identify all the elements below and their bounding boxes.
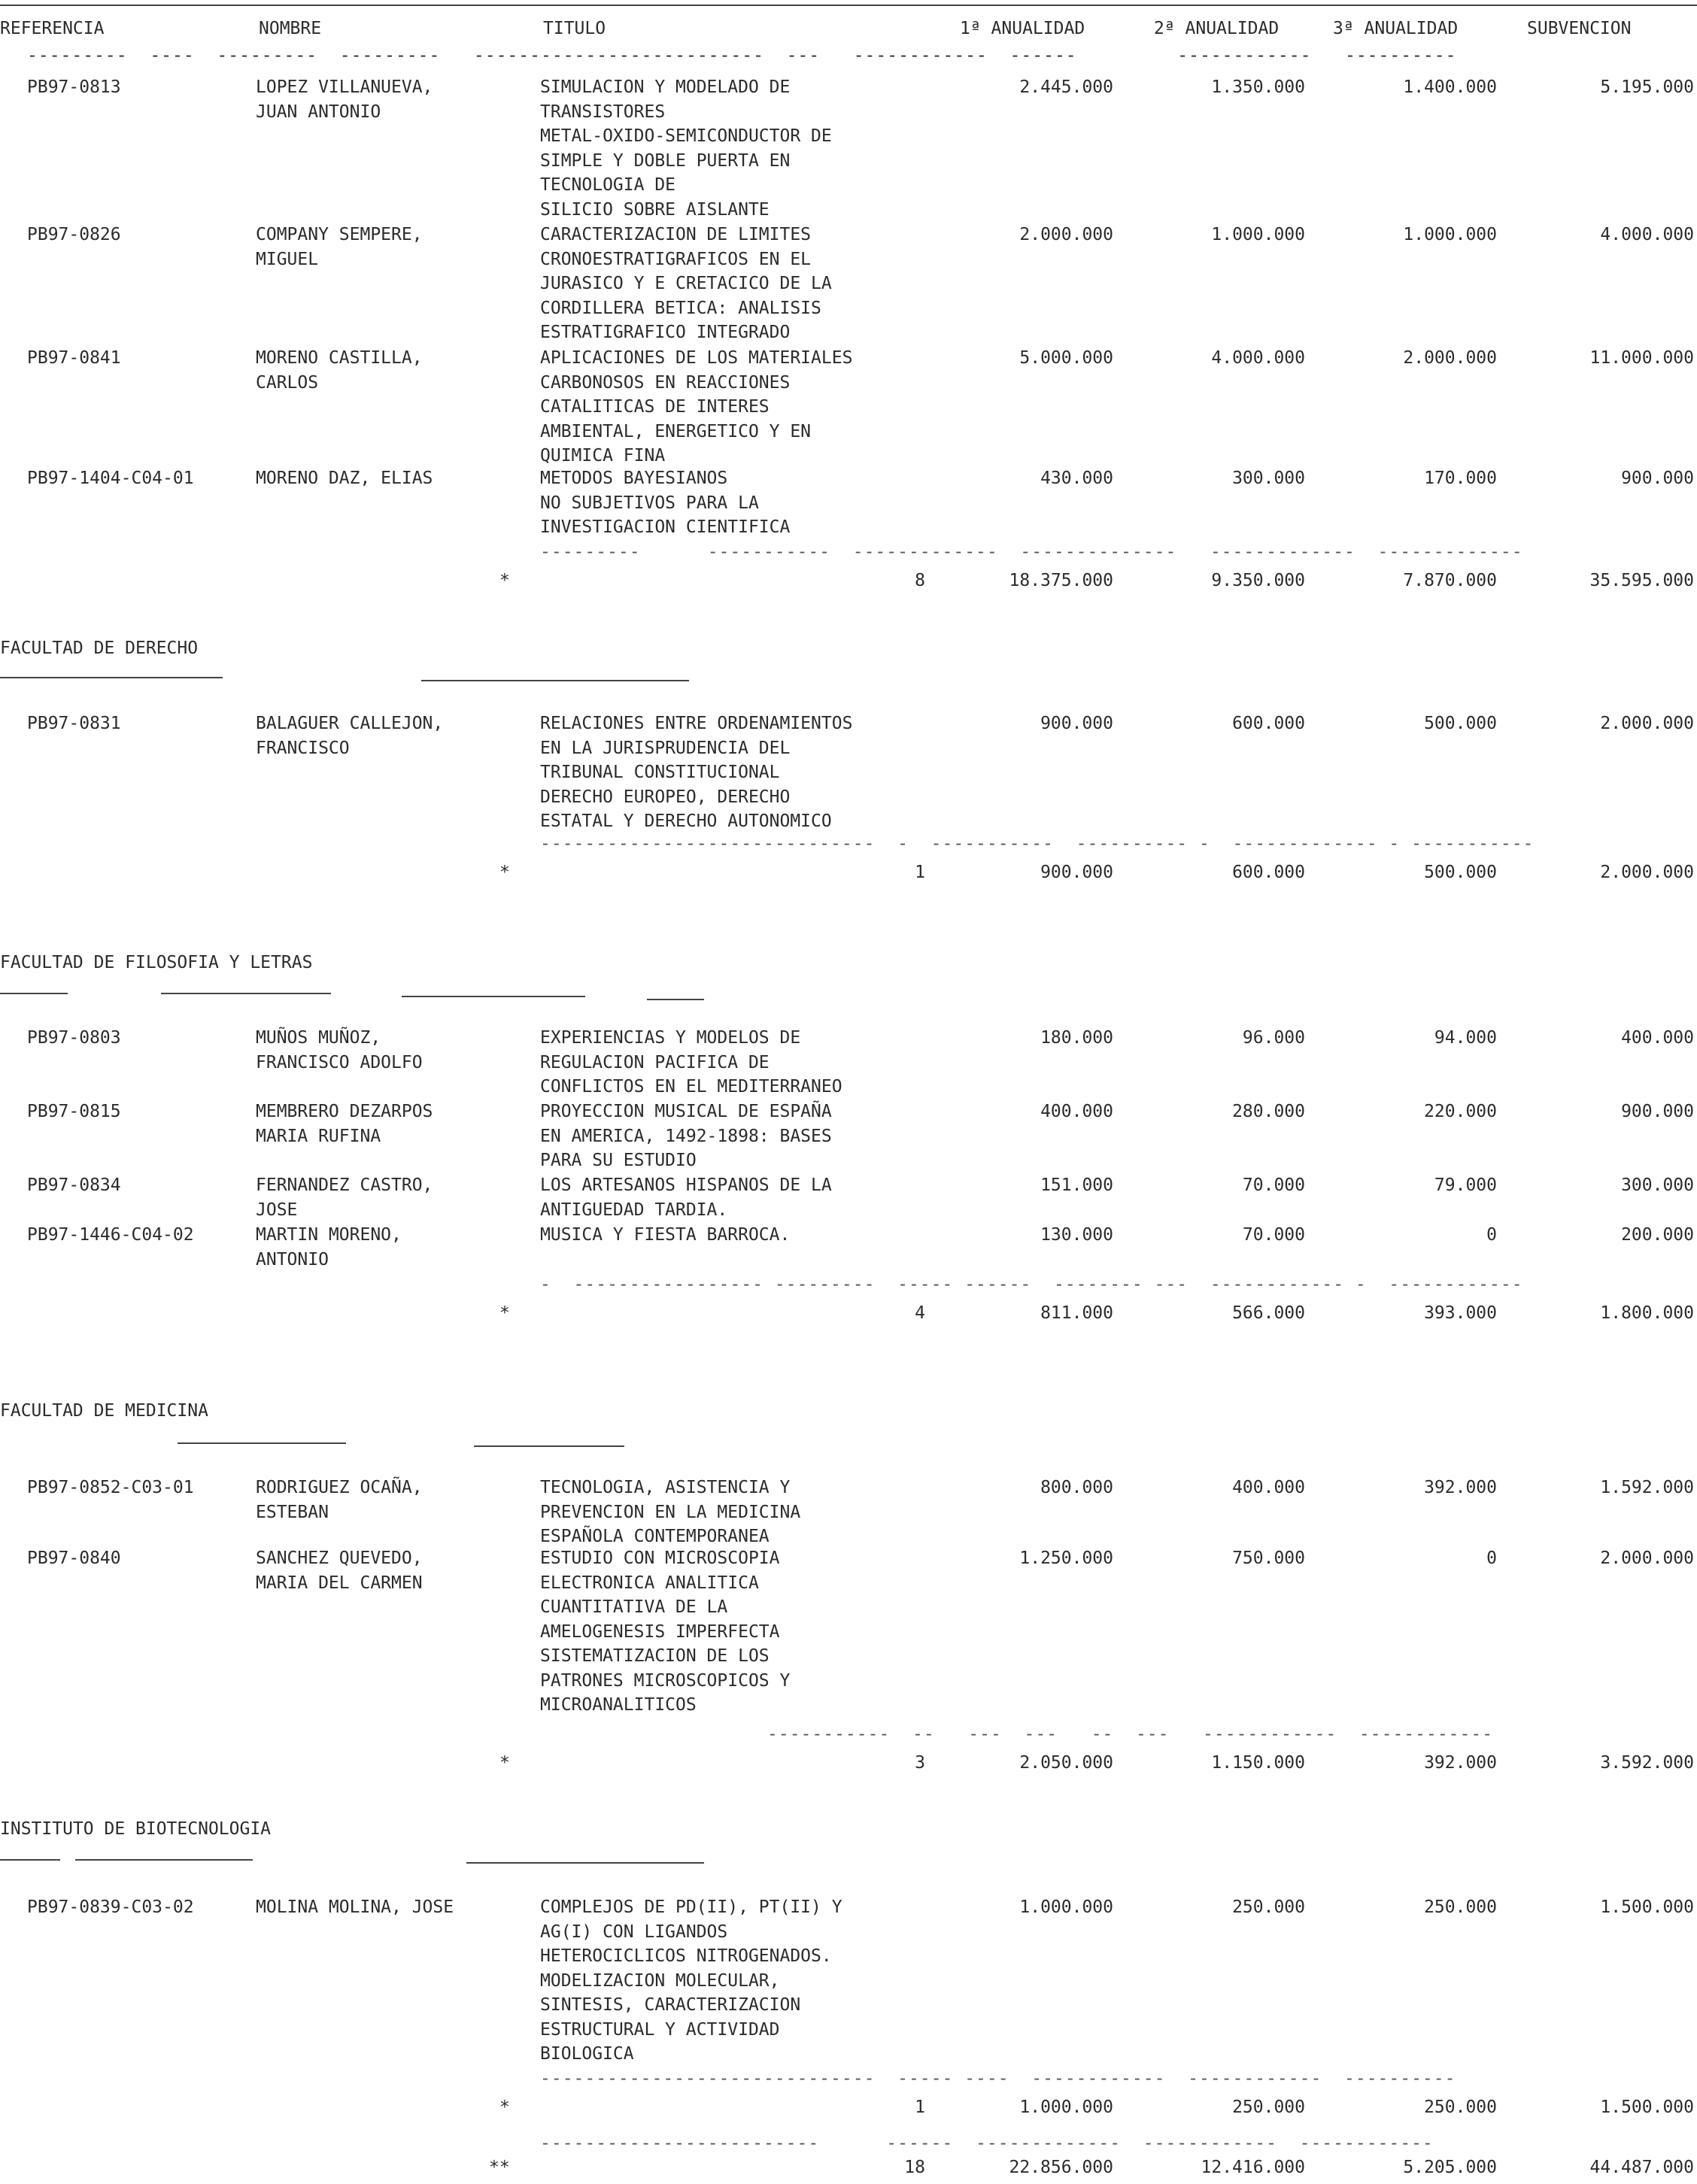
row-first-annuity: 1.250.000 — [1019, 1549, 1113, 1568]
row-name: COMPANY SEMPERE, MIGUEL — [256, 225, 423, 269]
total-marker: * — [499, 571, 510, 590]
row-reference: PB97-1404-C04-01 — [27, 469, 194, 488]
row-third-annuity: 79.000 — [1434, 1175, 1497, 1195]
row-first-annuity: 800.000 — [1040, 1478, 1113, 1497]
row-title: MUSICA Y FIESTA BARROCA. — [540, 1225, 791, 1245]
row-third-annuity: 170.000 — [1424, 469, 1497, 488]
header-referencia: REFERENCIA — [0, 19, 105, 38]
total-marker: * — [499, 863, 510, 882]
section-underline — [402, 996, 585, 997]
row-first-annuity: 900.000 — [1040, 714, 1113, 733]
row-name: SANCHEZ QUEVEDO, MARIA DEL CARMEN — [256, 1549, 423, 1593]
row-name: MUÑOS MUÑOZ, FRANCISCO ADOLFO — [256, 1028, 423, 1072]
row-third-annuity: 0 — [1486, 1549, 1497, 1568]
total-third-annuity: 392.000 — [1424, 1753, 1497, 1773]
grand-total-count: 18 — [904, 2158, 925, 2177]
section-underline — [75, 1859, 253, 1861]
row-title: PROYECCION MUSICAL DE ESPAÑA EN AMERICA, 1492-1898: BASES PARA SU ESTUDIO — [540, 1102, 832, 1170]
total-separator: ------------------------------ - ----------- ---------- - ------------- - ----------- — [540, 834, 1535, 854]
row-name: RODRIGUEZ OCAÑA, ESTEBAN — [256, 1478, 423, 1522]
total-subvencion: 1.500.000 — [1600, 2098, 1694, 2117]
row-third-annuity: 1.000.000 — [1403, 225, 1497, 244]
row-subvencion: 2.000.000 — [1600, 1549, 1694, 1568]
row-title: TECNOLOGIA, ASISTENCIA Y PREVENCION EN LA MEDICINA ESPAÑOLA CONTEMPORANEA — [540, 1478, 801, 1546]
row-reference: PB97-0834 — [27, 1175, 121, 1195]
row-third-annuity: 1.400.000 — [1403, 77, 1497, 97]
total-first-annuity: 811.000 — [1040, 1303, 1113, 1323]
total-second-annuity: 9.350.000 — [1211, 571, 1305, 590]
row-subvencion: 11.000.000 — [1589, 348, 1694, 368]
total-separator: - ----------------- --------- ----- ------ -------- --- ------------ - ------------ — [540, 1275, 1523, 1294]
row-first-annuity: 5.000.000 — [1019, 348, 1113, 368]
total-first-annuity: 2.050.000 — [1019, 1753, 1113, 1773]
grand-total-second-annuity: 12.416.000 — [1201, 2158, 1305, 2177]
row-second-annuity: 70.000 — [1242, 1225, 1305, 1245]
row-name: BALAGUER CALLEJON, FRANCISCO — [256, 714, 444, 758]
total-first-annuity: 900.000 — [1040, 863, 1113, 882]
header-2a-anualidad: 2ª ANUALIDAD — [1154, 19, 1280, 38]
header-dash-line: --------- ---- --------- --------- -------------------------- --- ------------ ------ ------------ ---------- — [27, 46, 1457, 65]
row-first-annuity: 2.445.000 — [1019, 77, 1113, 97]
row-first-annuity: 430.000 — [1040, 469, 1113, 488]
row-second-annuity: 4.000.000 — [1211, 348, 1305, 368]
grand-total-marker: ** — [489, 2158, 510, 2177]
row-subvencion: 300.000 — [1621, 1175, 1694, 1195]
row-subvencion: 2.000.000 — [1600, 714, 1694, 733]
row-third-annuity: 0 — [1486, 1225, 1497, 1245]
header-nombre: NOMBRE — [259, 19, 322, 38]
total-marker: * — [499, 2098, 510, 2117]
total-subvencion: 2.000.000 — [1600, 863, 1694, 882]
total-marker: * — [499, 1303, 510, 1323]
row-first-annuity: 400.000 — [1040, 1102, 1113, 1121]
total-count: 4 — [915, 1303, 925, 1323]
grand-total-separator: ------------------------- ------ ------------- ------------ ------------ — [540, 2134, 1434, 2153]
total-third-annuity: 393.000 — [1424, 1303, 1497, 1323]
row-second-annuity: 96.000 — [1242, 1028, 1305, 1048]
total-second-annuity: 250.000 — [1232, 2098, 1305, 2117]
row-subvencion: 900.000 — [1621, 1102, 1694, 1121]
total-separator: ------------------------------ ----- ---- ------------ ------------ ---------- — [540, 2069, 1456, 2088]
header-titulo: TITULO — [543, 19, 606, 38]
row-name: FERNANDEZ CASTRO, JOSE — [256, 1175, 433, 1220]
row-third-annuity: 392.000 — [1424, 1478, 1497, 1497]
row-name: LOPEZ VILLANUEVA, JUAN ANTONIO — [256, 77, 433, 122]
row-reference: PB97-0803 — [27, 1028, 121, 1048]
row-first-annuity: 180.000 — [1040, 1028, 1113, 1048]
total-count: 3 — [915, 1753, 925, 1773]
row-reference: PB97-0841 — [27, 348, 121, 368]
row-first-annuity: 2.000.000 — [1019, 225, 1113, 244]
row-name: MEMBRERO DEZARPOS MARIA RUFINA — [256, 1102, 433, 1146]
row-reference: PB97-1446-C04-02 — [27, 1225, 194, 1245]
total-third-annuity: 7.870.000 — [1403, 571, 1497, 590]
row-title: LOS ARTESANOS HISPANOS DE LA ANTIGUEDAD TARDIA. — [540, 1175, 832, 1220]
row-third-annuity: 500.000 — [1424, 714, 1497, 733]
row-second-annuity: 300.000 — [1232, 469, 1305, 488]
total-subvencion: 1.800.000 — [1600, 1303, 1694, 1323]
header-1a-anualidad: 1ª ANUALIDAD — [960, 19, 1085, 38]
row-first-annuity: 1.000.000 — [1019, 1897, 1113, 1917]
row-title: ESTUDIO CON MICROSCOPIA ELECTRONICA ANALITICA CUANTITATIVA DE LA AMELOGENESIS IMPERFECTA SISTEMATIZACION DE LOS PATRONES MICROSCOPICOS Y MICROANALITICOS — [540, 1549, 791, 1715]
row-name: MORENO CASTILLA, CARLOS — [256, 348, 423, 393]
section-underline — [0, 1859, 60, 1861]
row-subvencion: 900.000 — [1621, 469, 1694, 488]
section-title: FACULTAD DE DERECHO — [0, 639, 199, 658]
row-first-annuity: 130.000 — [1040, 1225, 1113, 1245]
row-second-annuity: 70.000 — [1242, 1175, 1305, 1195]
grand-total-third-annuity: 5.205.000 — [1403, 2158, 1497, 2177]
row-subvencion: 400.000 — [1621, 1028, 1694, 1048]
total-third-annuity: 250.000 — [1424, 2098, 1497, 2117]
section-underline — [466, 1862, 704, 1864]
row-third-annuity: 250.000 — [1424, 1897, 1497, 1917]
section-underline — [0, 993, 68, 994]
row-second-annuity: 1.000.000 — [1211, 225, 1305, 244]
row-subvencion: 1.592.000 — [1600, 1478, 1694, 1497]
row-reference: PB97-0831 — [27, 714, 121, 733]
row-subvencion: 5.195.000 — [1600, 77, 1694, 97]
row-third-annuity: 220.000 — [1424, 1102, 1497, 1121]
total-marker: * — [499, 1753, 510, 1773]
section-underline — [647, 999, 704, 1000]
total-subvencion: 3.592.000 — [1600, 1753, 1694, 1773]
total-first-annuity: 1.000.000 — [1019, 2098, 1113, 2117]
row-title: RELACIONES ENTRE ORDENAMIENTOS EN LA JURISPRUDENCIA DEL TRIBUNAL CONSTITUCIONAL DERECHO EUROPEO, DERECHO ESTATAL Y DERECHO AUTONOMICO — [540, 714, 853, 831]
row-second-annuity: 250.000 — [1232, 1897, 1305, 1917]
row-reference: PB97-0852-C03-01 — [27, 1478, 194, 1497]
top-rule — [0, 5, 1697, 6]
row-second-annuity: 1.350.000 — [1211, 77, 1305, 97]
section-underline — [178, 1442, 346, 1444]
total-count: 1 — [915, 2098, 925, 2117]
row-first-annuity: 151.000 — [1040, 1175, 1113, 1195]
row-second-annuity: 280.000 — [1232, 1102, 1305, 1121]
row-name: MORENO DAZ, ELIAS — [256, 469, 433, 488]
total-subvencion: 35.595.000 — [1589, 571, 1694, 590]
row-reference: PB97-0815 — [27, 1102, 121, 1121]
section-underline — [0, 677, 223, 678]
grand-total-first-annuity: 22.856.000 — [1009, 2158, 1113, 2177]
total-second-annuity: 1.150.000 — [1211, 1753, 1305, 1773]
row-subvencion: 4.000.000 — [1600, 225, 1694, 244]
row-reference: PB97-0826 — [27, 225, 121, 244]
row-subvencion: 200.000 — [1621, 1225, 1694, 1245]
total-separator: ----------- -- --- --- -- --- ------------ ------------ — [767, 1724, 1494, 1744]
row-second-annuity: 400.000 — [1232, 1478, 1305, 1497]
section-title: FACULTAD DE MEDICINA — [0, 1401, 208, 1421]
row-title: APLICACIONES DE LOS MATERIALES CARBONOSOS EN REACCIONES CATALITICAS DE INTERES AMBIENTAL, ENERGETICO Y EN QUIMICA FINA — [540, 348, 853, 466]
row-title: METODOS BAYESIANOS NO SUBJETIVOS PARA LA INVESTIGACION CIENTIFICA — [540, 469, 791, 537]
section-underline — [161, 993, 331, 994]
total-count: 8 — [915, 571, 925, 590]
total-count: 1 — [915, 863, 925, 882]
total-second-annuity: 566.000 — [1232, 1303, 1305, 1323]
row-reference: PB97-0840 — [27, 1549, 121, 1568]
header-subvencion: SUBVENCION — [1527, 19, 1632, 38]
row-title: CARACTERIZACION DE LIMITES CRONOESTRATIGRAFICOS EN EL JURASICO Y E CRETACICO DE LA CORDILLERA BETICA: ANALISIS ESTRATIGRAFICO INTEGRADO — [540, 225, 832, 342]
row-third-annuity: 94.000 — [1434, 1028, 1497, 1048]
total-first-annuity: 18.375.000 — [1009, 571, 1113, 590]
row-second-annuity: 750.000 — [1232, 1549, 1305, 1568]
row-title: SIMULACION Y MODELADO DE TRANSISTORES METAL-OXIDO-SEMICONDUCTOR DE SIMPLE Y DOBLE PUERTA EN TECNOLOGIA DE SILICIO SOBRE AISLANTE — [540, 77, 832, 220]
row-subvencion: 1.500.000 — [1600, 1897, 1694, 1917]
total-third-annuity: 500.000 — [1424, 863, 1497, 882]
row-name: MOLINA MOLINA, JOSE — [256, 1897, 454, 1917]
section-title: INSTITUTO DE BIOTECNOLOGIA — [0, 1819, 272, 1839]
row-third-annuity: 2.000.000 — [1403, 348, 1497, 368]
row-title: COMPLEJOS DE PD(II), PT(II) Y AG(I) CON LIGANDOS HETEROCICLICOS NITROGENADOS. MODELIZACION MOLECULAR, SINTESIS, CARACTERIZACION ESTRUCTURAL Y ACTIVIDAD BIOLOGICA — [540, 1897, 842, 2064]
section-underline — [421, 680, 689, 681]
section-underline — [474, 1445, 624, 1447]
total-second-annuity: 600.000 — [1232, 863, 1305, 882]
row-title: EXPERIENCIAS Y MODELOS DE REGULACION PACIFICA DE CONFLICTOS EN EL MEDITERRANEO — [540, 1028, 842, 1097]
header-3a-anualidad: 3ª ANUALIDAD — [1333, 19, 1459, 38]
row-second-annuity: 600.000 — [1232, 714, 1305, 733]
section-title: FACULTAD DE FILOSOFIA Y LETRAS — [0, 953, 313, 972]
total-separator: --------- ----------- ------------- -------------- ------------- ------------- — [540, 542, 1523, 562]
row-name: MARTIN MORENO, ANTONIO — [256, 1225, 402, 1269]
row-reference: PB97-0813 — [27, 77, 121, 97]
grand-total-subvencion: 44.487.000 — [1589, 2158, 1694, 2177]
row-reference: PB97-0839-C03-02 — [27, 1897, 194, 1917]
